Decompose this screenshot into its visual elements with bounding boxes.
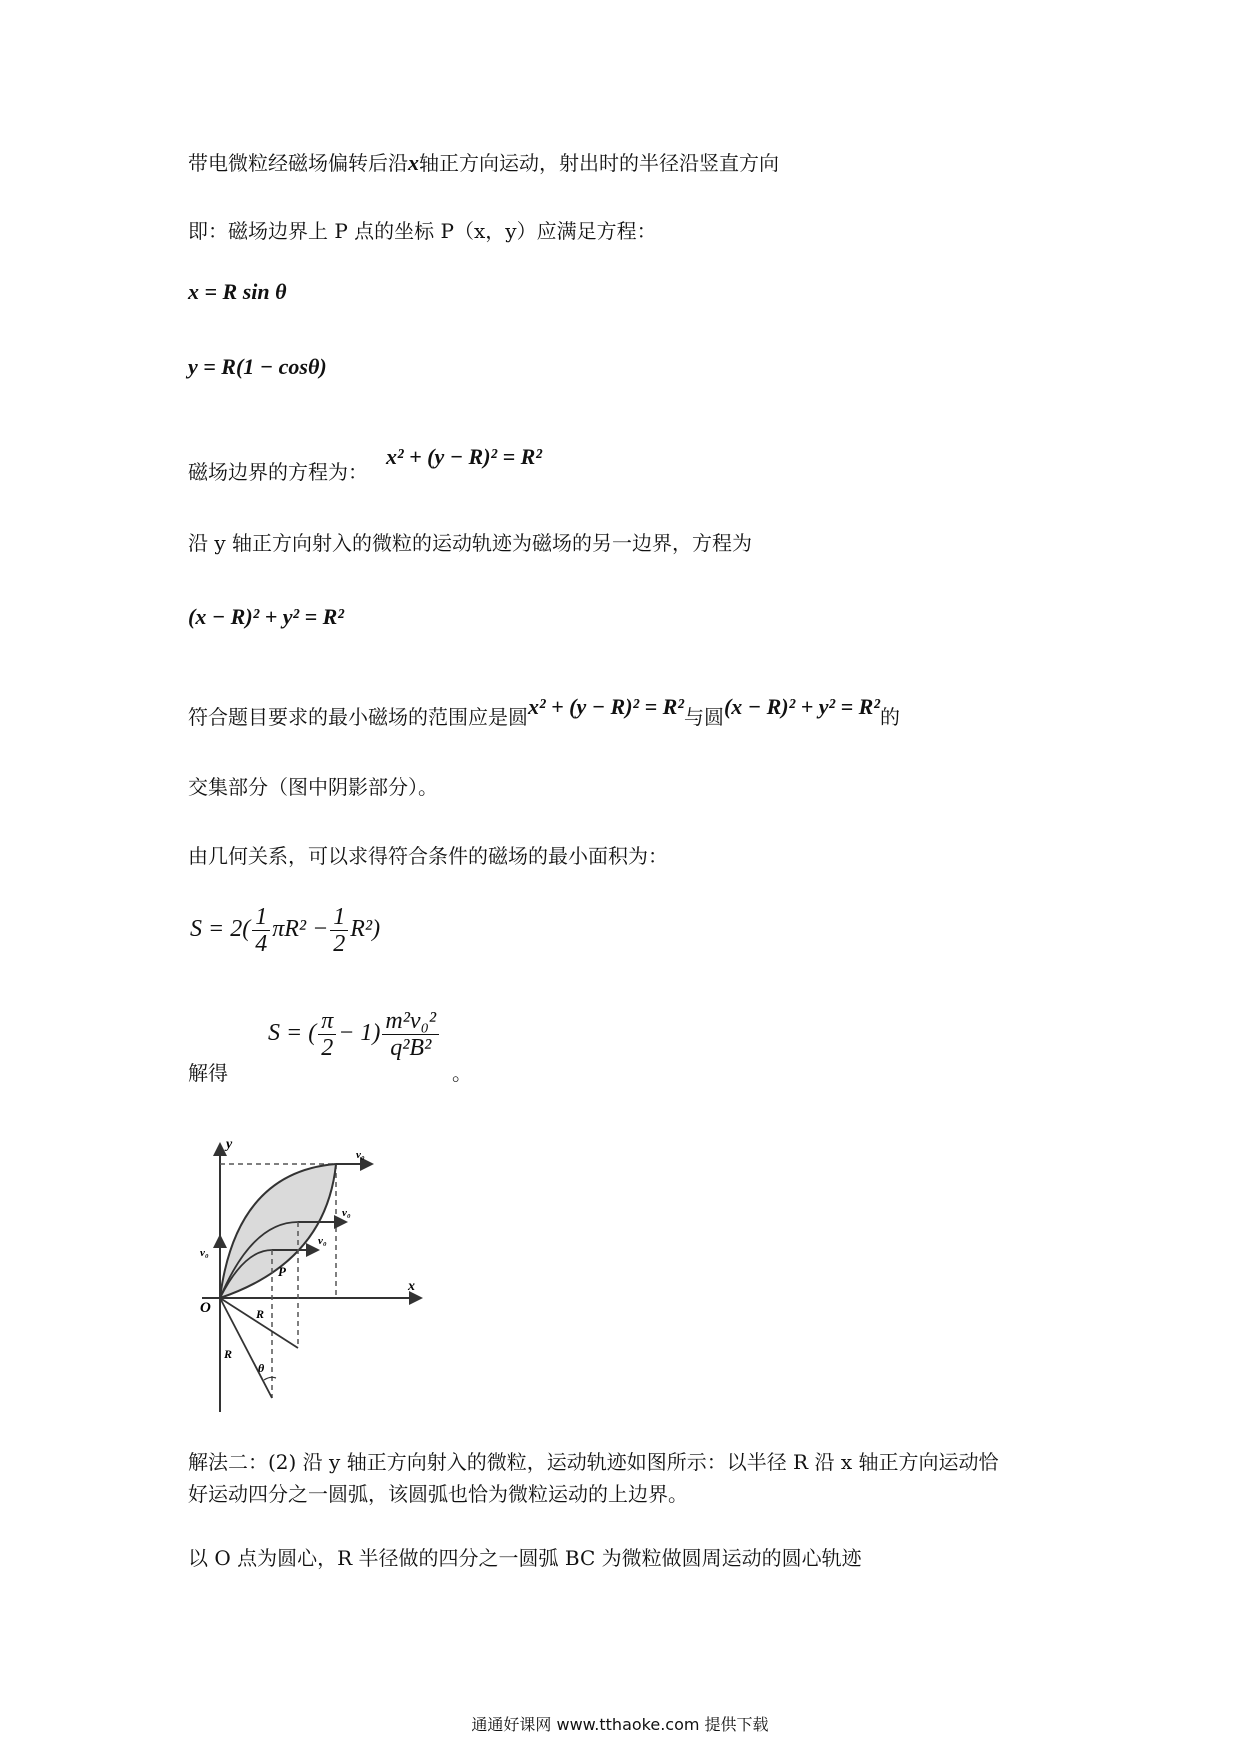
fraction-numerator: 1	[330, 904, 348, 931]
text-line-9: 解法二：(2) 沿 y 轴正方向射入的微粒，运动轨迹如图所示：以半径 R 沿 x 轴正方向运动恰	[188, 1450, 999, 1474]
area-lhs: S = 2(	[190, 916, 251, 943]
angle-label: θ	[258, 1361, 265, 1375]
line-1-part-a: 带电微粒经磁场偏转后沿	[188, 151, 408, 175]
velocity-label-top: v₀	[356, 1149, 365, 1161]
velocity-label-left: v₀	[200, 1247, 209, 1259]
velocity-label-lower: v₀	[318, 1235, 327, 1247]
result-formula	[268, 1008, 441, 1061]
fraction-denominator: 4	[255, 931, 268, 957]
velocity-label-middle: v₀	[342, 1207, 351, 1219]
origin-label: O	[200, 1300, 211, 1316]
text-line-4: 沿 y 轴正方向射入的微粒的运动轨迹为磁场的另一边界，方程为	[188, 531, 753, 555]
result-lhs: S = (	[268, 1020, 317, 1047]
text-line-3	[188, 459, 368, 485]
text-line-11: 以 O 点为圆心，R 半径做的四分之一圆弧 BC 为微粒做圆周运动的圆心轨迹	[188, 1546, 862, 1570]
equation-circle-2: (x − R)² + y² = R²	[188, 604, 344, 629]
inline-equation-2: (x − R)² + y² = R²	[723, 694, 880, 719]
trajectory-figure	[196, 1132, 436, 1414]
var-x: x	[408, 150, 419, 175]
result-middle: − 1)	[338, 1020, 381, 1047]
fraction-denominator: q²B²	[390, 1035, 432, 1061]
y-axis-label: y	[226, 1137, 233, 1152]
fraction-quarter	[252, 904, 270, 957]
fraction-denominator: 2	[321, 1035, 334, 1061]
text-line-10: 好运动四分之一圆弧，该圆弧也恰为微粒运动的上边界。	[188, 1482, 688, 1506]
text-line-6: 交集部分（图中阴影部分）。	[188, 775, 438, 799]
result-period: 。	[452, 1061, 472, 1085]
footer: 通通好课网 www.tthaoke.com 提供下载	[471, 1715, 769, 1734]
radius-label-1: R	[256, 1307, 265, 1321]
line-5-part-b: 与圆	[683, 705, 724, 729]
text-line-7: 由几何关系，可以求得符合条件的磁场的最小面积为：	[188, 844, 668, 868]
text-line-1	[188, 150, 779, 176]
fraction-numerator: π	[318, 1008, 336, 1035]
fraction-half	[330, 904, 348, 957]
text-line-5	[188, 694, 900, 730]
text-line-8	[188, 1060, 228, 1086]
fraction-numerator: m²v₀²	[382, 1008, 439, 1035]
fraction-mv-qb	[382, 1008, 439, 1061]
text-line-2: 即：磁场边界上 P 点的坐标 P（x，y）应满足方程：	[188, 219, 657, 243]
equation-circle-1: x² + (y − R)² = R²	[386, 444, 542, 469]
boundary-label: 磁场边界的方程为：	[188, 460, 368, 484]
area-middle: πR² −	[272, 916, 329, 943]
area-end: R²)	[350, 916, 381, 943]
point-p-label: P	[278, 1264, 286, 1279]
fraction-denominator: 2	[333, 931, 346, 957]
equation-y: y = R(1 − cosθ)	[188, 354, 327, 379]
inline-equation-1: x² + (y − R)² = R²	[528, 694, 684, 719]
fraction-numerator: 1	[252, 904, 270, 931]
line-1-part-b: 轴正方向运动，射出时的半径沿竖直方向	[419, 151, 779, 175]
line-5-part-a: 符合题目要求的最小磁场的范围应是圆	[188, 705, 528, 729]
angle-arc	[264, 1377, 276, 1380]
line-5-part-c: 的	[879, 705, 900, 729]
radius-line-1	[220, 1298, 298, 1348]
solution-label: 解得	[188, 1061, 228, 1085]
x-axis-label: x	[408, 1279, 415, 1294]
radius-label-2: R	[224, 1347, 233, 1361]
equation-x: x = R sin θ	[188, 279, 287, 304]
fraction-pi-half	[318, 1008, 336, 1061]
area-formula	[190, 904, 380, 957]
